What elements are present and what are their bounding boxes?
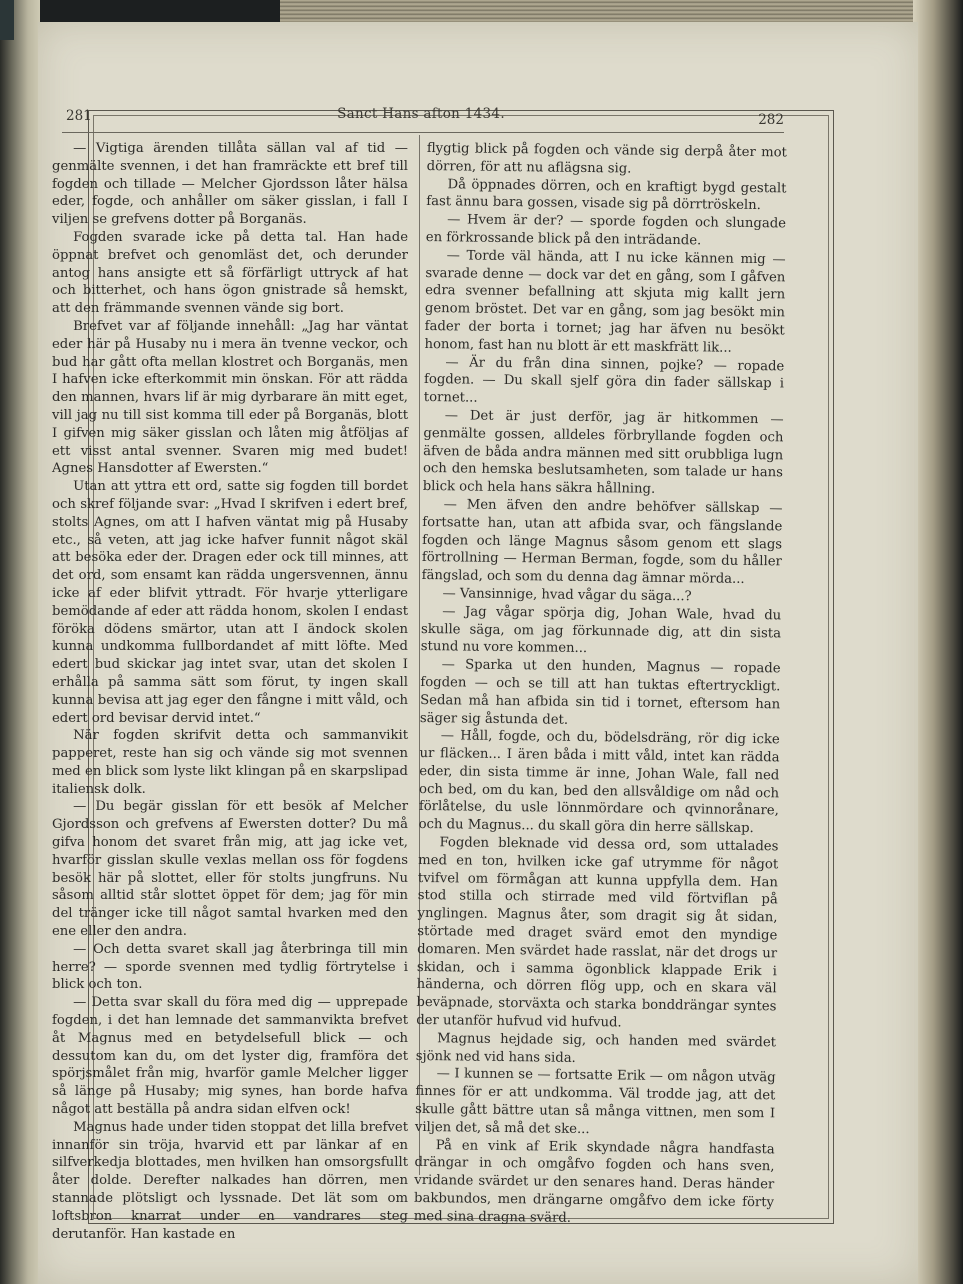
paragraph: — Och detta svaret skall jag återbringa till min herre? — sporde svennen med tydlig förtrytelse i blick och ton. (52, 941, 408, 993)
left-page-edge (0, 0, 40, 1284)
paragraph: Brefvet var af följande innehåll: „Jag har väntat eder här på Husaby nu i mera än tvenne veckor, och bud har gått ofta mellan klostret och Borganäs, men I hafven icke efterkommit min önskan. För att rädda den mannen, hvars lif är mig dyrbarare än mitt eget, vill jag nu till sist komma till eder på Borganäs, blott I gifven mig säker gisslan och låten mig åtföljas af ett visst antal svenner. Svaren mig med budet! Agnes Hansdotter af Ewersten.“ (52, 318, 408, 477)
paragraph: — Vansinnige, hvad vågar du säga...? (442, 586, 692, 605)
paragraph: — Torde väl hända, att I nu icke kännen mig — svarade denne — dock var det en gång, som I gåfven edra svenner befallning att skjuta mig kallt jern genom bröstet. Det var en gång, som jag besökt min fader der borta i tornet; jag har äfven nu besökt honom, fast han nu blott är ett maskfrätt lik... (424, 248, 786, 356)
paragraph: — Vigtiga ärenden tillåta sällan val af tid — genmälte svennen, i det han framräckte ett bref till fogden och tillade — Melcher Gjordsson låter hälsa eder, fogde, och anhåller om säker gisslan, i fall I viljen se grefvens dotter på Borganäs. (52, 141, 408, 228)
paragraph: flygtig blick på fogden och vände sig derpå åter mot dörren, för att nu aflägsna sig. (426, 140, 787, 177)
paragraph: — Sparka ut den hunden, Magnus — ropade fogden — och se till att han tuktas eftertryckligt. Sedan må han afbida sin tid i tornet, eftersom han säger sig åstunda det. (419, 657, 781, 728)
left-text-column (52, 140, 408, 1243)
paragraph: Magnus hejdade sig, och handen med svärdet sjönk ned vid hans sida. (415, 1031, 777, 1066)
paragraph: — Men äfven den andre behöfver sällskap — fortsatte han, utan att afbida svar, och fängslande fogden och länge Magnus såsom genom ett slags förtrollning — Herman Berman, fogde, som du håller fängslad, och som du denna dag ämnar mörda... (421, 497, 783, 588)
paragraph: Då öppnades dörren, och en kraftigt bygd gestalt fast ännu bara gossen, visade sig på dörrtröskeln. (426, 176, 787, 214)
paragraph: — Detta svar skall du föra med dig — upprepade fogden, i det han lemnade det sammanvikta brefvet åt Magnus med en betydelsefull blick — och dessutom kan du, om det lyster dig, framföra det spörjsmålet från mig, hvarför gamle Melcher ligger så länge på Husaby; mig synes, han borde hafva något att beställa på andra sidan elfven ock! (52, 995, 408, 1118)
paragraph: — Det är just derför, jag är hitkommen — genmälte gossen, alldeles förbryllande fogden och äfven de båda andra männen med sitt orubbliga lugn och den hemska beslutsamheten, som talade ur hans blick och hela hans säkra hållning. (422, 408, 784, 497)
paragraph: — Du begär gisslan för ett besök af Melcher Gjordsson och grefvens af Ewersten dotter? Du må gifva honom det svaret från mig, att jag icke vet, hvarför gisslan skulle vexlas mellan oss för fogdens besök här på slottet, eller för stolts jungfruns. Nu såsom alltid står slottet öppet för dem; jag för min del tränger icke till något samtal hvarken med den ene eller den andra. (52, 799, 408, 940)
paragraph: — Jag vågar spörja dig, Johan Wale, hvad du skulle säga, om jag förkunnade dig, att din sista stund nu vore kommen... (420, 603, 782, 657)
running-title: Sanct Hans afton 1434. (337, 106, 505, 122)
paragraph: Fogden svarade icke på detta tal. Han hade öppnat brefvet och genomläst det, och derunder antog hans ansigte ett så förfärligt uttryck af hat och bitterhet, och hans ögon gnistrade så hemskt, att den främmande svennen vände sig bort. (52, 229, 408, 317)
right-text-column (414, 140, 787, 1230)
running-header (58, 104, 784, 128)
paragraph: När fogden skrifvit detta och sammanvikit papperet, reste han sig och vände sig mot svennen med en blick som lyste likt klingan på en skarpslipad italiensk dolk. (52, 728, 408, 797)
paragraph: På en vink af Erik skyndade några handfasta drängar in och omgåfvo fogden och hans sven, vridande svärdet ur den senares hand. Deras händer bakbundos, men drängarne omgåfvo dem icke förty med sina dragna svärd. (413, 1137, 775, 1226)
book-spine-mark (0, 0, 14, 40)
paragraph: Utan att yttra ett ord, satte sig fogden till bordet och skref följande svar: „Hvad I skrifven i edert bref, stolts Agnes, om att I hafven väntat mig på Husaby etc., så veten, att jag icke hafver funnit något skäl att besöka eder der. Dragen eder ock till minnes, att det ord, som ensamt kan rädda ungersvennen, ännu icke af eder blifvit yttradt. För hvarje ytterligare bemödande af eder att rädda honom, skolen I endast föröka dödens smärtor, utan att I ändock skolen kunna undkomma fullbordandet af mitt löfte. Med edert bud skickar jag intet svar, utan det skolen I erhålla på samma sätt som förut, ty ingen skall kunna bevisa att jag eger den fångne i mitt våld, och edert ord bevisar dervid intet.“ (52, 479, 408, 726)
page-number-right: 282 (758, 112, 784, 128)
page-stack-right-edge (913, 0, 963, 1284)
paragraph: — Håll, fogde, och du, bödelsdräng, rör dig icke ur fläcken... I ären båda i mitt våld, intet kan rädda eder, din sista timme är inne, Johan Wale, fall ned och bed, om du kan, bed den allsvåldige om nåd och förlåtelse, du usle lönnmördare och qvinnorånare, och du Magnus... du skall göra din herre sällskap. (418, 728, 780, 837)
paragraph: Fogden bleknade vid dessa ord, som uttalades med en ton, hvilken icke gaf utrymme för något tvifvel om förmågan att kunna uppfylla dem. Han stod stilla och stirrade med vild förtviflan på ynglingen. Magnus åter, som dragit sig åt sidan, störtade med draget svärd emot den myndige domaren. Men svärdet hade rasslat, när det drogs ur skidan, och i samma ögonblick klappade Erik i händerna, och dörren flög upp, och en skara väl beväpnade, storväxta och starka bonddrängar syntes der utanför hufvud vid hufvud. (416, 835, 779, 1031)
paragraph: — Hvem är der? — sporde fogden och slungade en förkrossande blick på den inträdande. (425, 212, 787, 249)
paragraph: — I kunnen se — fortsatte Erik — om någon utväg finnes för er att undkomma. Väl trodde jag, att det skulle gått bättre utan så många vittnen, men som I viljen det, så må det ske... (414, 1066, 776, 1137)
paragraph: Magnus hade under tiden stoppat det lilla brefvet innanför sin tröja, hvarvid ett par länkar af en silfverkedja blottades, men hvilken han omsorgsfullt åter dolde. Derefter nalkades han dörren, men stannade plötsligt och lyssnade. Det lät som om loftsbron knarrat under en vandrares steg derutanför. Han kastade en (52, 1119, 408, 1242)
header-rule (62, 132, 784, 133)
paragraph: — Är du från dina sinnen, pojke? — ropade fogden. — Du skall sjelf göra din fader sällskap i tornet... (423, 354, 785, 406)
page-number-left: 281 (66, 108, 92, 124)
